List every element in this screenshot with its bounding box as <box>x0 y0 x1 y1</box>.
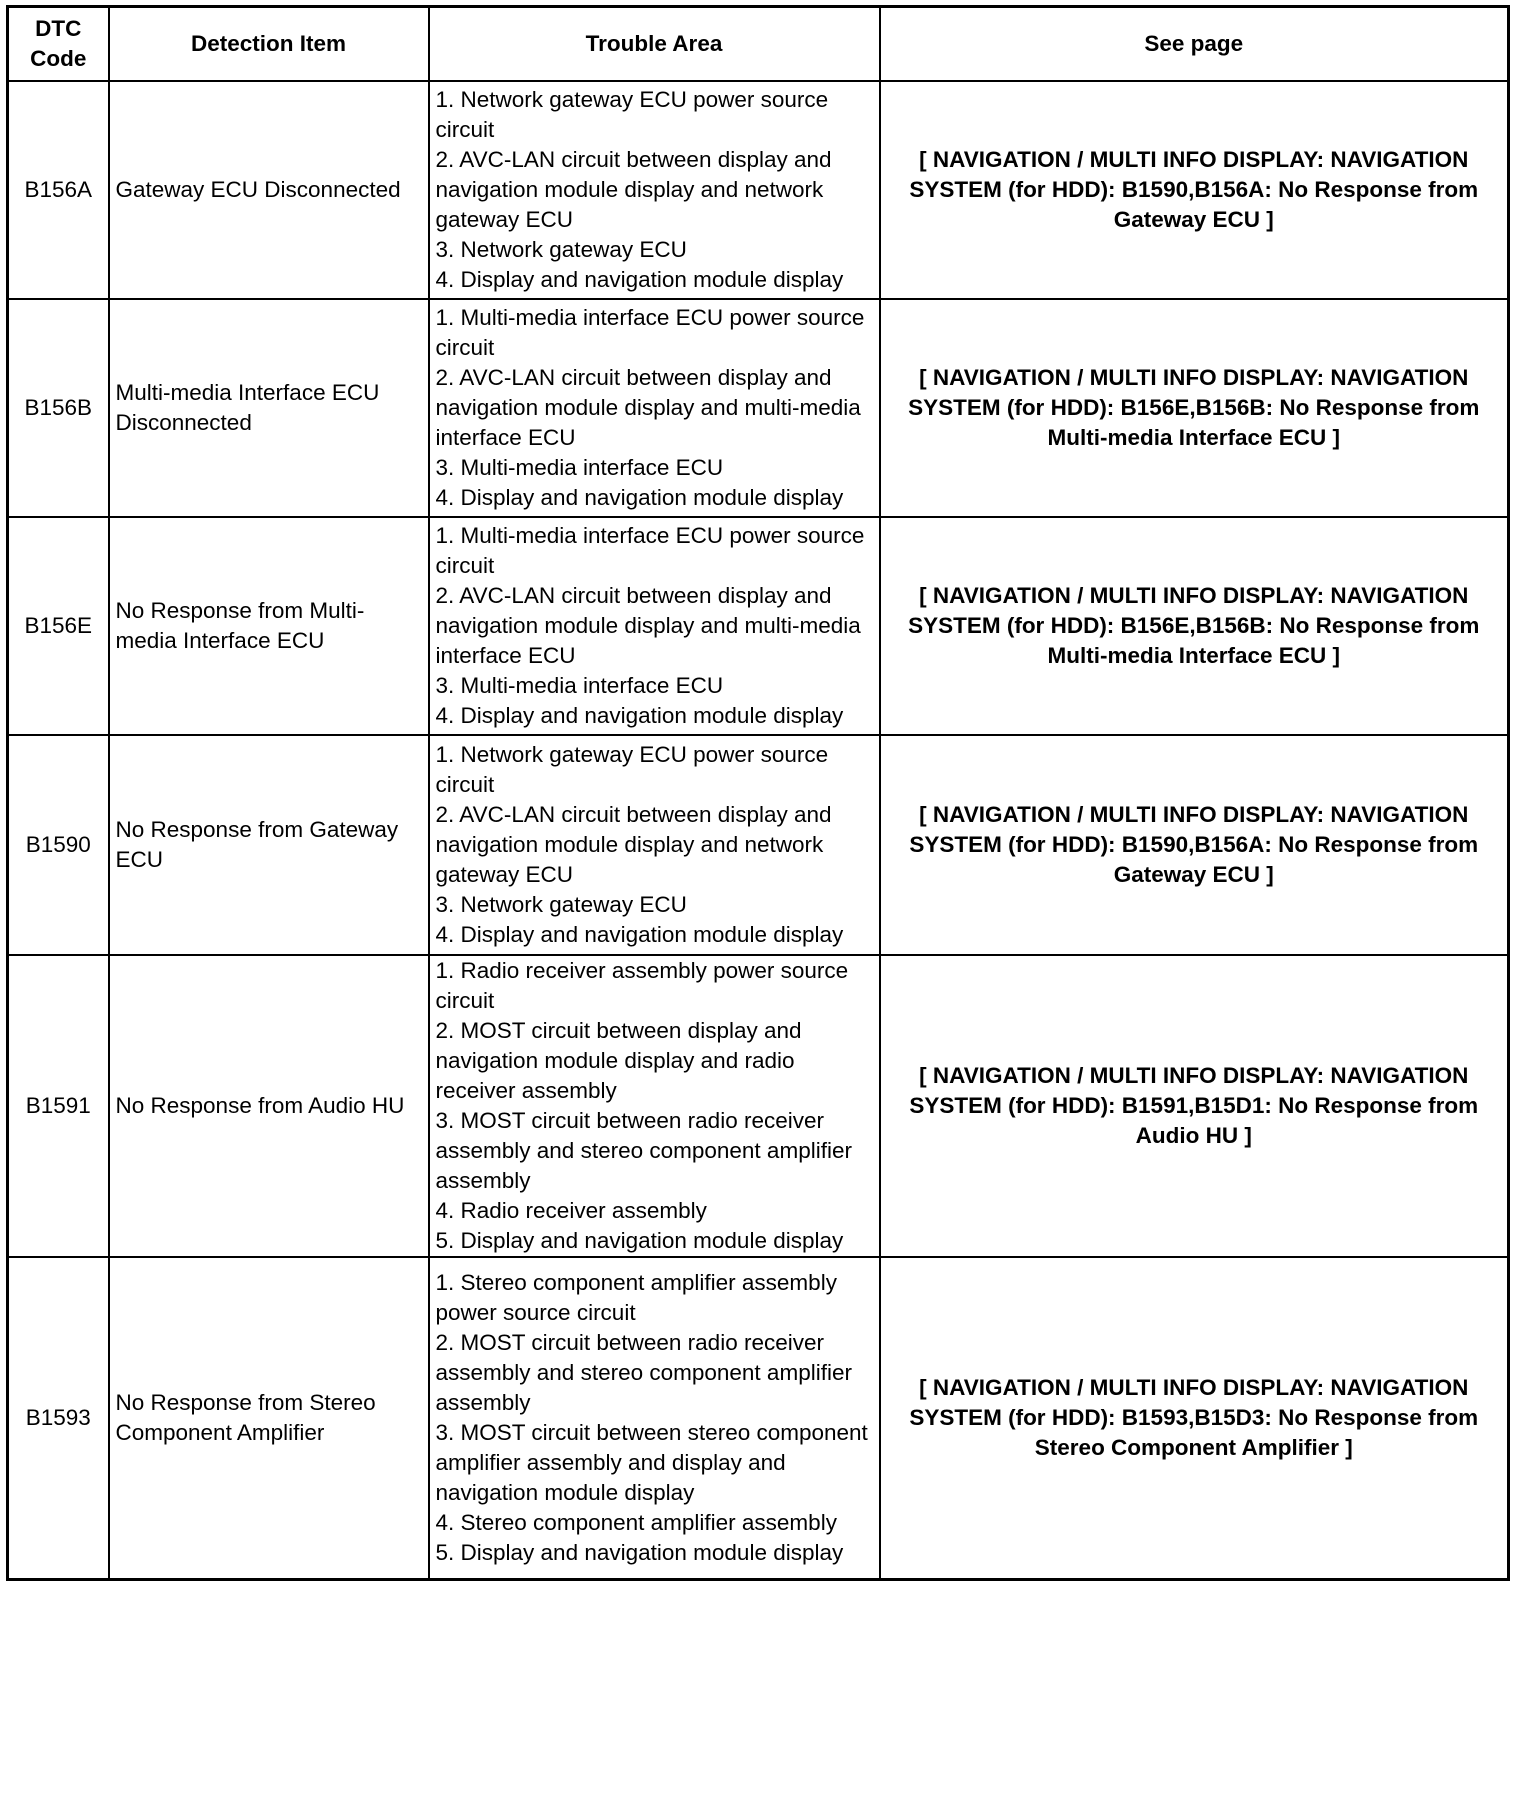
trouble-area-line: 4. Stereo component amplifier assembly <box>435 1509 837 1535</box>
trouble-area-line: 1. Stereo component amplifier assembly power source circuit <box>435 1269 837 1325</box>
detection-item-cell: Multi-media Interface ECU Disconnected <box>109 299 429 517</box>
table-row <box>8 299 1509 517</box>
dtc-table <box>6 5 1510 1581</box>
header-dtc-code: DTC Code <box>8 7 109 82</box>
trouble-area-line: 2. AVC-LAN circuit between display and navigation module display and multi-media interface ECU <box>435 583 861 668</box>
trouble-area-line: 3. MOST circuit between stereo component amplifier assembly and display and navigation module display <box>435 1419 868 1505</box>
trouble-area-line: 4. Display and navigation module display <box>435 267 844 292</box>
trouble-area-line: 1. Network gateway ECU power source circuit <box>435 87 829 142</box>
see-page-link[interactable]: [ NAVIGATION / MULTI INFO DISPLAY: NAVIGATION SYSTEM (for HDD): B1593,B15D3: No Response from Stereo Component Amplifier ] <box>880 1257 1509 1579</box>
see-page-link[interactable]: [ NAVIGATION / MULTI INFO DISPLAY: NAVIGATION SYSTEM (for HDD): B1591,B15D1: No Response from Audio HU ] <box>880 955 1509 1257</box>
dtc-code-cell: B156A <box>8 81 109 299</box>
detection-item-cell: No Response from Audio HU <box>109 955 429 1257</box>
trouble-area-line: 5. Display and navigation module display <box>435 1228 844 1253</box>
trouble-area-line: 3. Multi-media interface ECU <box>435 673 724 698</box>
see-page-link[interactable]: [ NAVIGATION / MULTI INFO DISPLAY: NAVIGATION SYSTEM (for HDD): B156E,B156B: No Response from Multi-media Interface ECU ] <box>880 517 1509 735</box>
table-body <box>8 81 1509 1579</box>
detection-item-cell: Gateway ECU Disconnected <box>109 81 429 299</box>
trouble-area-line: 1. Network gateway ECU power source circuit <box>435 742 829 797</box>
dtc-code-cell: B156B <box>8 299 109 517</box>
header-detection-item: Detection Item <box>109 7 429 82</box>
trouble-area-line: 1. Radio receiver assembly power source circuit <box>435 958 849 1013</box>
detection-item-cell: No Response from Stereo Component Amplifier <box>109 1257 429 1579</box>
table-header-row <box>8 7 1509 82</box>
trouble-area-line: 4. Display and navigation module display <box>435 703 844 728</box>
trouble-area-line: 3. Network gateway ECU <box>435 892 687 917</box>
dtc-code-cell: B1593 <box>8 1257 109 1579</box>
trouble-area-cell <box>429 81 880 299</box>
dtc-code-cell: B1591 <box>8 955 109 1257</box>
table-row <box>8 735 1509 955</box>
trouble-area-line: 4. Radio receiver assembly <box>435 1198 707 1223</box>
see-page-link[interactable]: [ NAVIGATION / MULTI INFO DISPLAY: NAVIGATION SYSTEM (for HDD): B156E,B156B: No Response from Multi-media Interface ECU ] <box>880 299 1509 517</box>
trouble-area-line: 2. MOST circuit between radio receiver assembly and stereo component amplifier assembly <box>435 1329 852 1415</box>
trouble-area-line: 2. AVC-LAN circuit between display and navigation module display and multi-media interface ECU <box>435 365 861 450</box>
trouble-area-line: 3. Network gateway ECU <box>435 237 687 262</box>
see-page-link[interactable]: [ NAVIGATION / MULTI INFO DISPLAY: NAVIGATION SYSTEM (for HDD): B1590,B156A: No Response from Gateway ECU ] <box>880 81 1509 299</box>
trouble-area-line: 3. MOST circuit between radio receiver assembly and stereo component amplifier assembly <box>435 1108 852 1193</box>
trouble-area-line: 5. Display and navigation module display <box>435 1539 844 1565</box>
trouble-area-line: 2. MOST circuit between display and navigation module display and radio receiver assembly <box>435 1018 802 1103</box>
header-trouble-area: Trouble Area <box>429 7 880 82</box>
trouble-area-cell <box>429 1257 880 1579</box>
trouble-area-line: 4. Display and navigation module display <box>435 922 844 947</box>
detection-item-cell: No Response from Multi-media Interface ECU <box>109 517 429 735</box>
dtc-code-cell: B156E <box>8 517 109 735</box>
table-row <box>8 81 1509 299</box>
see-page-link[interactable]: [ NAVIGATION / MULTI INFO DISPLAY: NAVIGATION SYSTEM (for HDD): B1590,B156A: No Response from Gateway ECU ] <box>880 735 1509 955</box>
trouble-area-line: 2. AVC-LAN circuit between display and navigation module display and network gateway ECU <box>435 802 832 887</box>
detection-item-cell: No Response from Gateway ECU <box>109 735 429 955</box>
trouble-area-line: 2. AVC-LAN circuit between display and navigation module display and network gateway ECU <box>435 147 832 232</box>
header-see-page: See page <box>880 7 1509 82</box>
trouble-area-line: 4. Display and navigation module display <box>435 485 844 510</box>
table-row <box>8 955 1509 1257</box>
trouble-area-cell <box>429 517 880 735</box>
table-row <box>8 1257 1509 1579</box>
table-row <box>8 517 1509 735</box>
trouble-area-line: 1. Multi-media interface ECU power source circuit <box>435 523 865 578</box>
trouble-area-line: 1. Multi-media interface ECU power source circuit <box>435 305 865 360</box>
trouble-area-cell <box>429 955 880 1257</box>
trouble-area-line: 3. Multi-media interface ECU <box>435 455 724 480</box>
trouble-area-cell <box>429 735 880 955</box>
trouble-area-cell <box>429 299 880 517</box>
dtc-code-cell: B1590 <box>8 735 109 955</box>
